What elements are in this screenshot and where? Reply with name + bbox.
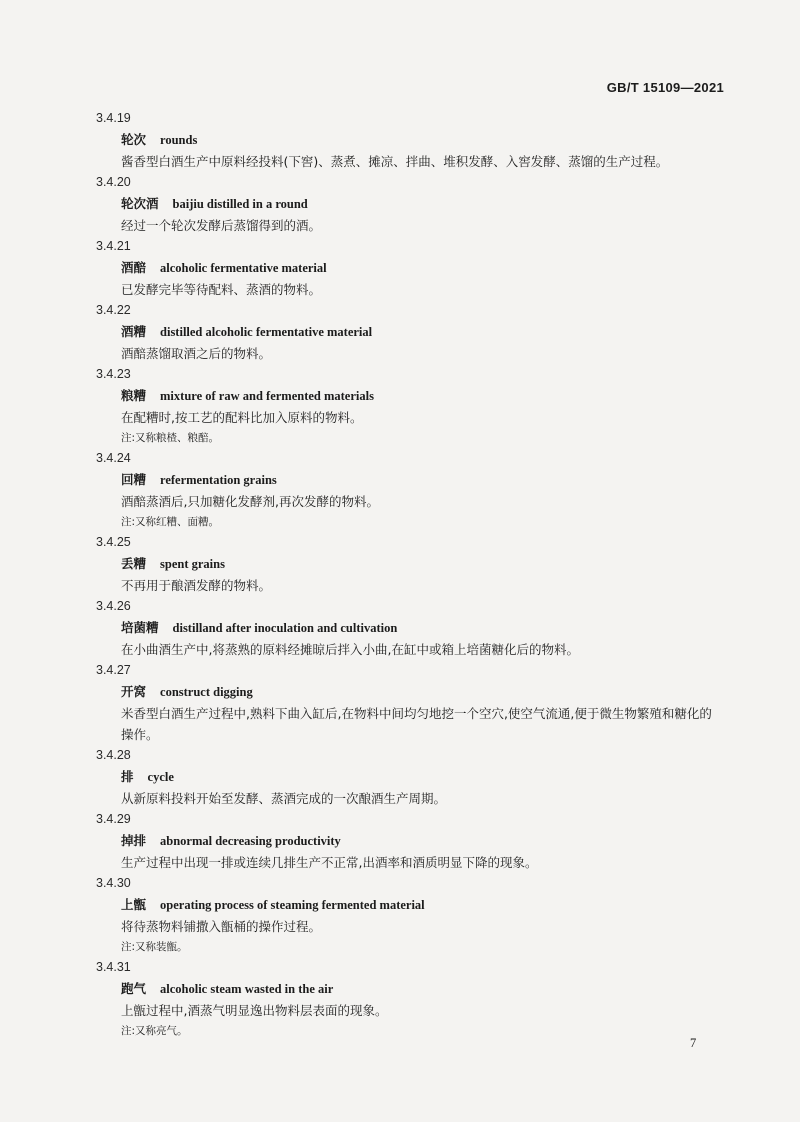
term-english: alcoholic steam wasted in the air: [160, 982, 334, 996]
term-entry: [0, 108, 800, 172]
term-chinese: 酒糟: [121, 324, 147, 339]
term-entry: [0, 809, 800, 873]
term-number: 3.4.25: [96, 535, 131, 549]
term-heading: [121, 978, 800, 1000]
term-definition: 在小曲酒生产中,将蒸熟的原料经摊晾后拌入小曲,在缸中或箱上培菌糖化后的物料。: [121, 642, 579, 657]
term-heading: [121, 385, 800, 407]
term-english: refermentation grains: [160, 473, 277, 487]
term-definition: 生产过程中出现一排或连续几排生产不正常,出酒率和酒质明显下降的现象。: [121, 855, 538, 870]
term-chinese: 培菌糟: [121, 620, 159, 635]
term-chinese: 开窝: [121, 684, 147, 699]
term-english: construct digging: [160, 685, 253, 699]
term-definition: 不再用于酿酒发酵的物料。: [121, 578, 272, 593]
term-heading: [121, 681, 800, 703]
term-english: abnormal decreasing productivity: [160, 834, 341, 848]
term-heading: [121, 257, 800, 279]
term-definition: 酒醅蒸馏取酒之后的物料。: [121, 346, 272, 361]
term-entry: [0, 745, 800, 809]
term-heading: [121, 129, 800, 151]
term-english: operating process of steaming fermented material: [160, 898, 425, 912]
term-entry: [0, 957, 800, 1041]
page-number: 7: [690, 1036, 697, 1050]
term-definition: 已发酵完毕等待配料、蒸酒的物料。: [121, 282, 322, 297]
term-number: 3.4.30: [96, 876, 131, 890]
term-number: 3.4.27: [96, 663, 131, 677]
term-heading: [121, 193, 800, 215]
term-note: 注:又称红糟、面糟。: [121, 516, 220, 528]
term-heading: [121, 766, 800, 788]
term-heading: [121, 617, 800, 639]
term-heading: [121, 553, 800, 575]
term-entry: [0, 236, 800, 300]
term-chinese: 上甑: [121, 897, 147, 912]
term-chinese: 轮次酒: [121, 196, 159, 211]
term-heading: [121, 321, 800, 343]
terms-list: [0, 108, 800, 1041]
term-entry: [0, 364, 800, 448]
term-english: mixture of raw and fermented materials: [160, 389, 374, 403]
term-english: alcoholic fermentative material: [160, 261, 327, 275]
term-definition: 酒醅蒸酒后,只加糖化发酵剂,再次发酵的物料。: [121, 494, 379, 509]
term-number: 3.4.19: [96, 111, 131, 125]
term-note: 注:又称亮气。: [121, 1025, 188, 1037]
term-number: 3.4.29: [96, 812, 131, 826]
term-number: 3.4.21: [96, 239, 131, 253]
term-heading: [121, 469, 800, 491]
term-number: 3.4.24: [96, 451, 131, 465]
term-note: 注:又称粮楂、粮醅。: [121, 432, 220, 444]
term-english: spent grains: [160, 557, 225, 571]
term-definition: 经过一个轮次发酵后蒸馏得到的酒。: [121, 218, 322, 233]
term-number: 3.4.28: [96, 748, 131, 762]
term-chinese: 丢糟: [121, 556, 147, 571]
term-entry: [0, 448, 800, 532]
term-number: 3.4.23: [96, 367, 131, 381]
term-chinese: 轮次: [121, 132, 147, 147]
term-chinese: 酒醅: [121, 260, 147, 275]
term-entry: [0, 873, 800, 957]
term-chinese: 排: [121, 769, 134, 784]
term-entry: [0, 596, 800, 660]
term-number: 3.4.20: [96, 175, 131, 189]
term-number: 3.4.26: [96, 599, 131, 613]
term-english: rounds: [160, 133, 198, 147]
term-entry: [0, 172, 800, 236]
term-definition: 上甑过程中,酒蒸气明显逸出物料层表面的现象。: [121, 1003, 388, 1018]
term-chinese: 回糟: [121, 472, 147, 487]
term-english: baijiu distilled in a round: [172, 197, 308, 211]
term-note: 注:又称装甑。: [121, 941, 188, 953]
term-definition: 从新原料投料开始至发酵、蒸酒完成的一次酿酒生产周期。: [121, 791, 447, 806]
term-heading: [121, 894, 800, 916]
term-chinese: 跑气: [121, 981, 147, 996]
term-number: 3.4.31: [96, 960, 131, 974]
term-heading: [121, 830, 800, 852]
term-definition: 米香型白酒生产过程中,熟料下曲入缸后,在物料中间均匀地挖一个空穴,使空气流通,便于微生物繁殖和糖化的操作。: [121, 706, 712, 742]
term-definition: 酱香型白酒生产中原料经投料(下窖)、蒸煮、摊凉、拌曲、堆积发酵、入窖发酵、蒸馏的生产过程。: [121, 154, 669, 169]
term-english: distilled alcoholic fermentative material: [160, 325, 373, 339]
term-definition: 将待蒸物料铺撒入甑桶的操作过程。: [121, 919, 322, 934]
term-entry: [0, 300, 800, 364]
term-english: cycle: [147, 770, 174, 784]
term-chinese: 粮糟: [121, 388, 147, 403]
term-definition: 在配糟时,按工艺的配料比加入原料的物料。: [121, 410, 363, 425]
term-chinese: 掉排: [121, 833, 147, 848]
term-entry: [0, 660, 800, 745]
term-number: 3.4.22: [96, 303, 131, 317]
standard-number-header: GB/T 15109—2021: [606, 80, 724, 95]
term-entry: [0, 532, 800, 596]
term-english: distilland after inoculation and cultivation: [172, 621, 398, 635]
